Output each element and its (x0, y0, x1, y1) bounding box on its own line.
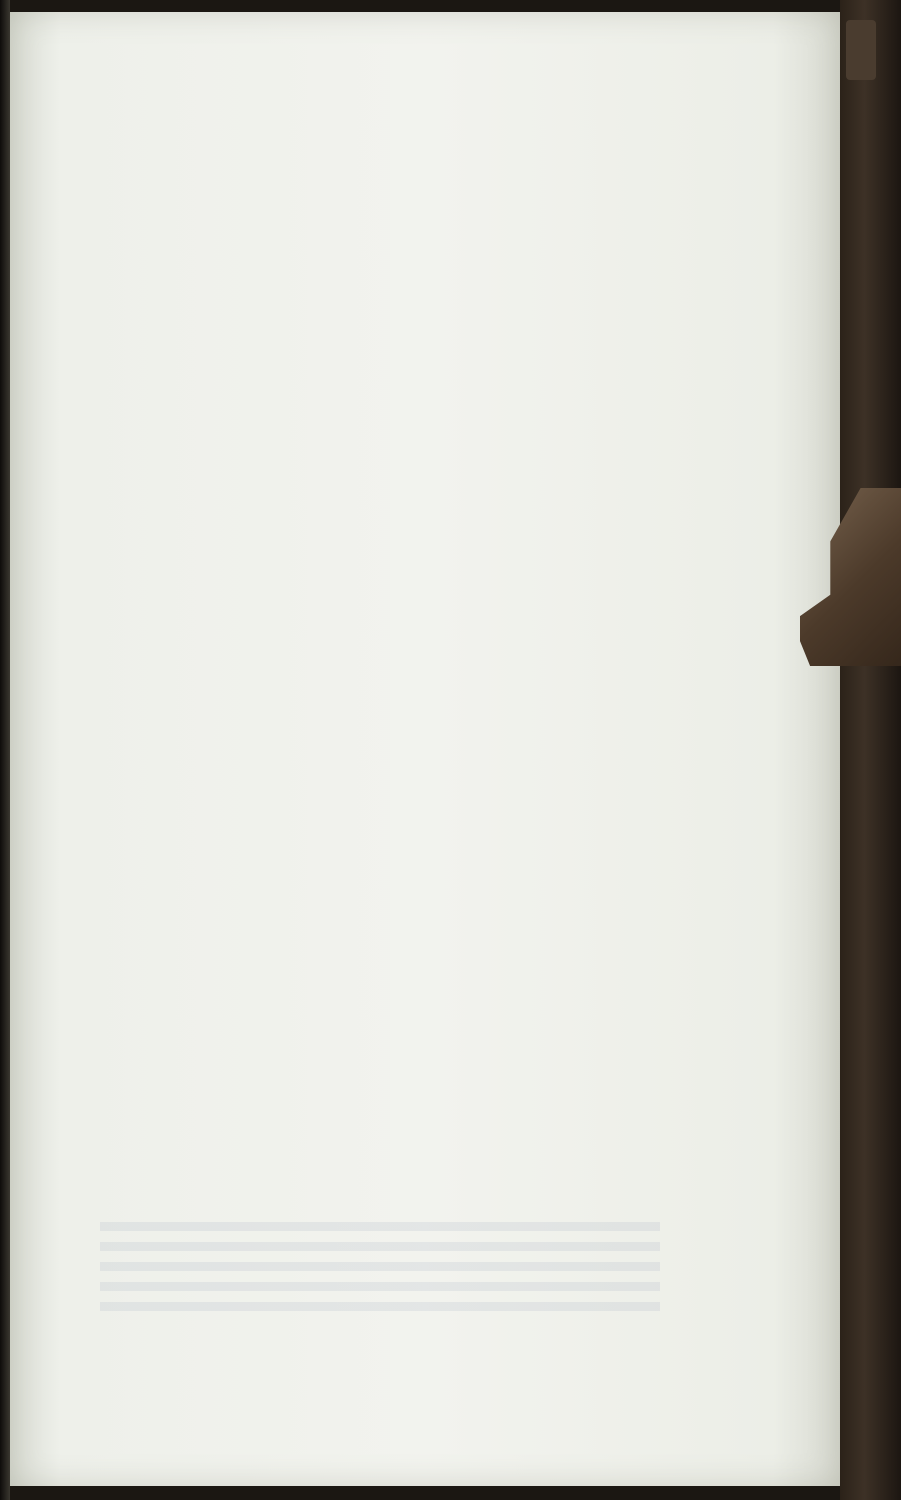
book-cover-board (840, 0, 901, 1500)
book-left-edge (0, 0, 10, 1500)
bottom-ornament-band (82, 1325, 672, 1361)
cover-band (846, 20, 876, 80)
top-ornament-band (106, 106, 698, 142)
show-through-text (100, 1222, 660, 1312)
